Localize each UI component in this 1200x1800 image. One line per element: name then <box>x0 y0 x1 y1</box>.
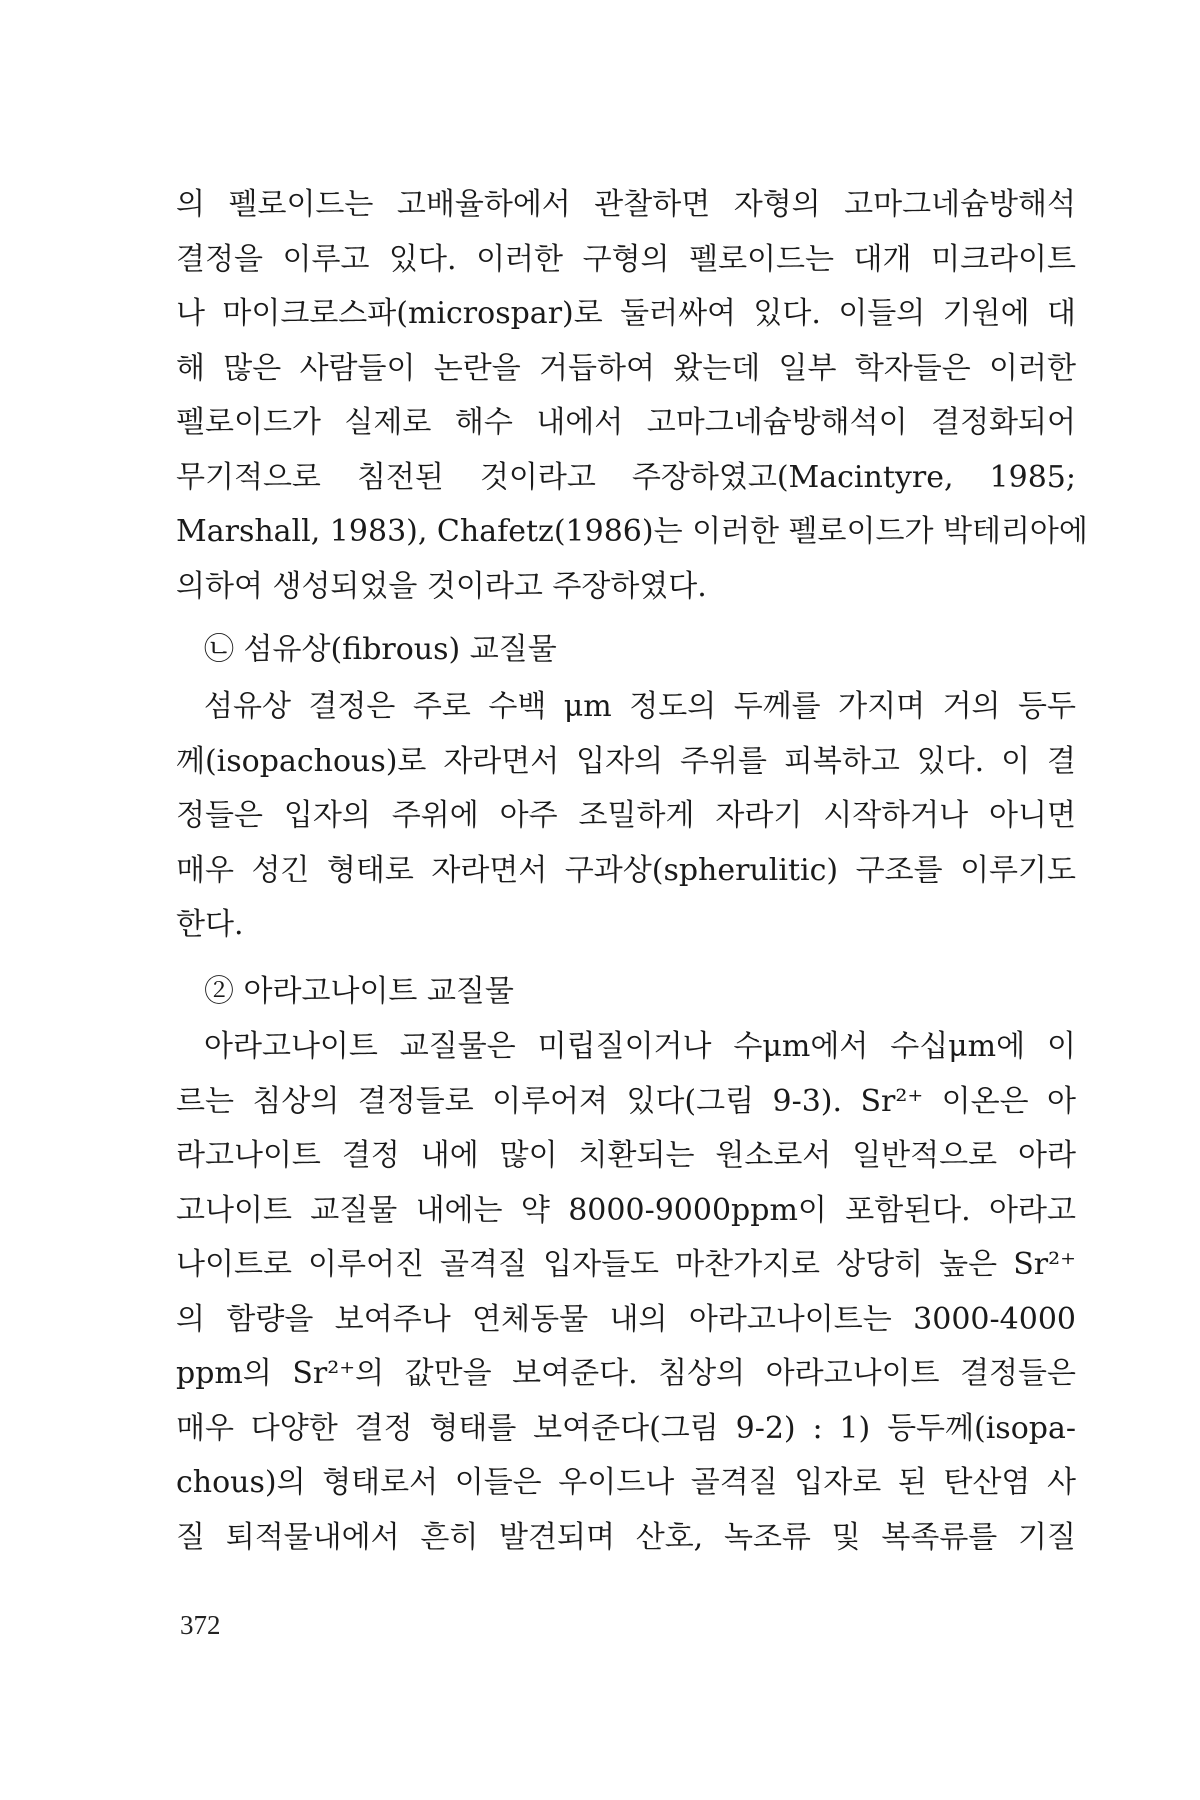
text-line: 의 함량을 보여주나 연체동물 내의 아라고나이트는 3000-4000 <box>176 1301 1076 1337</box>
section-heading: ② 아라고나이트 교질물 <box>204 974 514 1009</box>
text-line: 섬유상 결정은 주로 수백 μm 정도의 두께를 가지며 거의 등두 <box>204 689 1076 724</box>
text-line: 질 퇴적물내에서 흔히 발견되며 산호, 녹조류 및 복족류를 기질 <box>176 1519 1076 1555</box>
text-line: 무기적으로 침전된 것이라고 주장하였고(Macintyre, 1985; <box>176 459 1076 495</box>
text-line: 르는 침상의 결정들로 이루어져 있다(그림 9-3). Sr²⁺ 이온은 아 <box>176 1083 1076 1119</box>
paragraph-fibrous-cement <box>176 680 1076 953</box>
text-line: 의하여 생성되었을 것이라고 주장하였다. <box>176 568 707 604</box>
text-line: 나 마이크로스파(microspar)로 둘러싸여 있다. 이들의 기원에 대 <box>176 296 1076 331</box>
text-line: 결정을 이루고 있다. 이러한 구형의 펠로이드는 대개 미크라이트 <box>176 241 1076 277</box>
section-heading-fibrous <box>176 623 1076 678</box>
text-line: 매우 다양한 결정 형태를 보여준다(그림 9-2) : 1) 등두께(isopa- <box>176 1410 1076 1446</box>
text-line: 펠로이드가 실제로 해수 내에서 고마그네슘방해석이 결정화되어 <box>176 405 1076 440</box>
paragraph-aragonite-cement <box>176 1020 1076 1565</box>
text-line: 의 펠로이드는 고배율하에서 관찰하면 자형의 고마그네슘방해석 <box>176 187 1076 222</box>
text-line: 아라고나이트 교질물은 미립질이거나 수μm에서 수십μm에 이 <box>204 1029 1076 1064</box>
text-line: Marshall, 1983), Chafetz(1986)는 이러한 펠로이드가 박테리아에 <box>176 514 1088 549</box>
text-line: 한다. <box>176 907 244 942</box>
text-line: 매우 성긴 형태로 자라면서 구과상(spherulitic) 구조를 이루기도 <box>176 852 1076 888</box>
paragraph-peloid-origin <box>176 178 1088 614</box>
text-line: 정들은 입자의 주위에 아주 조밀하게 자라기 시작하거나 아니면 <box>176 798 1076 833</box>
text-line: 께(isopachous)로 자라면서 입자의 주위를 피복하고 있다. 이 결 <box>176 743 1076 779</box>
text-line: 라고나이트 결정 내에 많이 치환되는 원소로서 일반적으로 아라 <box>176 1138 1076 1173</box>
text-line: chous)의 형태로서 이들은 우이드나 골격질 입자로 된 탄산염 사 <box>176 1465 1076 1500</box>
text-line: 고나이트 교질물 내에는 약 8000-9000ppm이 포함된다. 아라고 <box>176 1192 1076 1228</box>
text-line: ppm의 Sr²⁺의 값만을 보여준다. 침상의 아라고나이트 결정들은 <box>176 1356 1076 1391</box>
text-line: 나이트로 이루어진 골격질 입자들도 마찬가지로 상당히 높은 Sr²⁺ <box>176 1247 1076 1282</box>
section-heading: ㉡ 섬유상(fibrous) 교질물 <box>204 632 557 667</box>
page-number: 372 <box>180 1610 221 1640</box>
text-line: 해 많은 사람들이 논란을 거듭하여 왔는데 일부 학자들은 이러한 <box>176 350 1076 386</box>
section-heading-aragonite <box>176 965 1076 1020</box>
